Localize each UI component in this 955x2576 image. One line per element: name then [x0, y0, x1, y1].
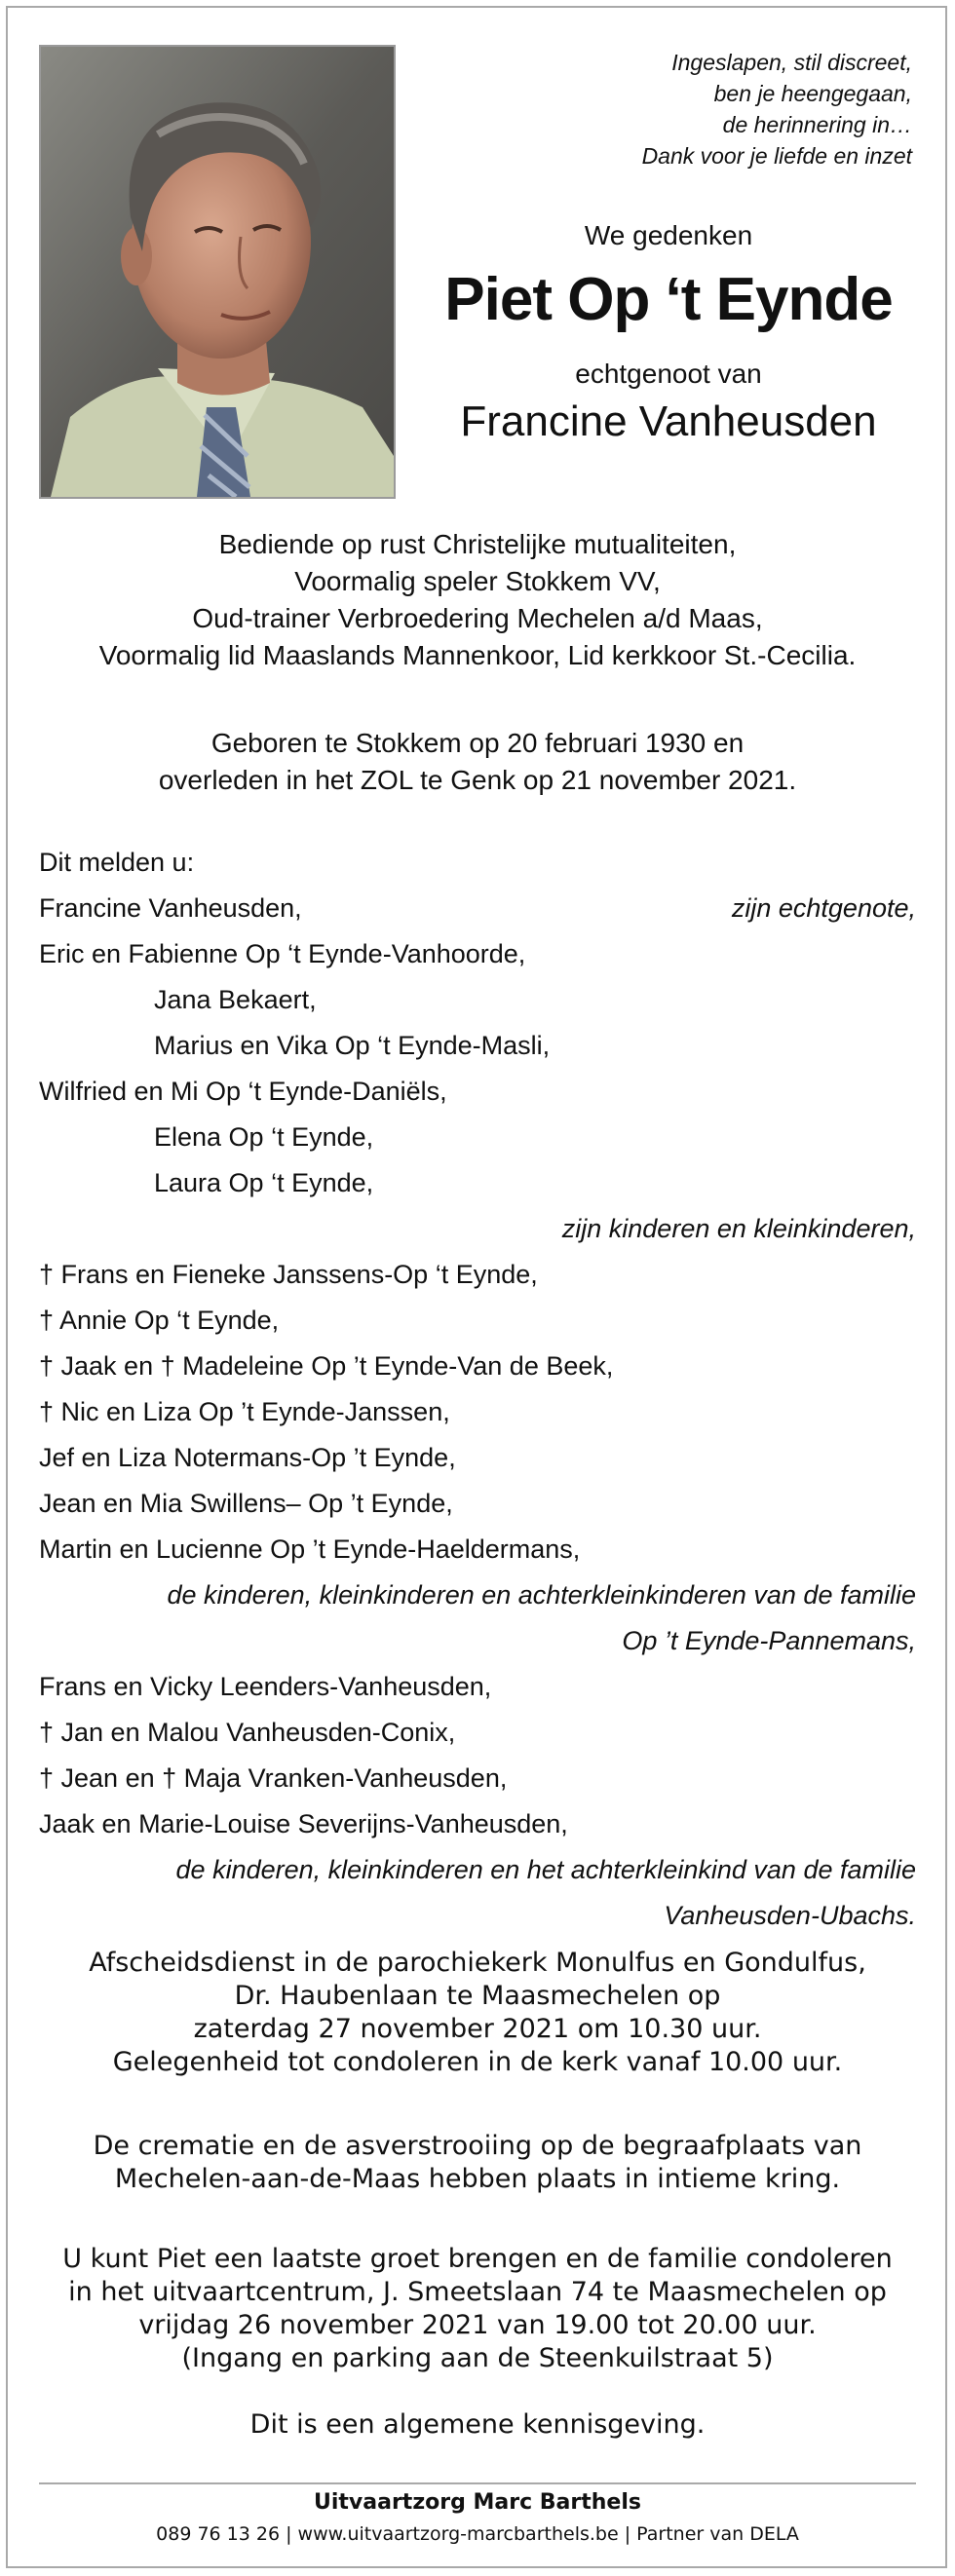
service-line: zaterdag 27 november 2021 om 10.30 uur.: [193, 2014, 762, 2044]
family-grandchild: Marius en Vika Op ‘t Eynde-Masli,: [154, 1031, 551, 1060]
family-sibling: † Jaak en † Madeleine Op ’t Eynde-Van de Beek,: [39, 1351, 614, 1381]
born-line: overleden in het ZOL te Genk op 21 november 2021.: [158, 765, 797, 795]
family-intro: Dit melden u:: [39, 848, 195, 877]
cremation-line: De crematie en de asverstrooiing op de begraafplaats van: [93, 2131, 862, 2161]
family-sibling: Martin en Lucienne Op ’t Eynde-Haeldermans,: [39, 1534, 581, 1564]
poem: [464, 47, 912, 171]
family-spouse-role: zijn echtgenote,: [731, 893, 916, 923]
poem-line: Dank voor je liefde en inzet: [641, 143, 912, 169]
family-sibling: † Frans en Fieneke Janssens-Op ‘t Eynde,: [39, 1260, 538, 1289]
poem-line: Ingeslapen, stil discreet,: [671, 50, 912, 75]
family-inlaws-role: Vanheusden-Ubachs.: [664, 1901, 916, 1930]
family-sibling: Jef en Liza Notermans-Op ’t Eynde,: [39, 1443, 456, 1472]
service-line: Gelegenheid tot condoleren in de kerk vanaf 10.00 uur.: [112, 2047, 843, 2077]
family-inlaws-role: de kinderen, kleinkinderen en het achterkleinkind van de familie: [175, 1855, 916, 1884]
family-inlaw: Jaak en Marie-Louise Severijns-Vanheusden,: [39, 1809, 568, 1838]
footer-divider: [39, 2482, 916, 2484]
visit-line: (Ingang en parking aan de Steenkuilstraat 5): [181, 2343, 774, 2373]
general-notice: Dit is een algemene kennisgeving.: [249, 2409, 706, 2440]
family-inlaw: † Jean en † Maja Vranken-Vanheusden,: [39, 1763, 508, 1793]
family-inlaw: Frans en Vicky Leenders-Vanheusden,: [39, 1672, 492, 1701]
cremation-info: [39, 2130, 916, 2196]
family-children-role: zijn kinderen en kleinkinderen,: [561, 1214, 916, 1243]
visit-line: in het uitvaartcentrum, J. Smeetslaan 74 te Maasmechelen op: [68, 2277, 887, 2307]
relation-text: echtgenoot van: [575, 359, 762, 389]
service-info: [39, 1947, 916, 2079]
family-child: Wilfried en Mi Op ‘t Eynde-Daniëls,: [39, 1077, 447, 1106]
service-line: Dr. Haubenlaan te Maasmechelen op: [234, 1981, 721, 2011]
family-siblings-role: Op ’t Eynde-Pannemans,: [622, 1626, 916, 1655]
deceased-name: Piet Op ‘t Eynde: [444, 266, 893, 333]
birth-death-text: [39, 725, 916, 799]
intro-text: We gedenken: [584, 220, 753, 250]
poem-line: de herinnering in…: [722, 112, 912, 137]
service-line: Afscheidsdienst in de parochiekerk Monulfus en Gondulfus,: [89, 1948, 866, 1978]
family-sibling: † Nic en Liza Op ’t Eynde-Janssen,: [39, 1397, 450, 1426]
visitation-info: [39, 2243, 916, 2375]
visit-line: vrijdag 26 november 2021 van 19.00 tot 20.00 uur.: [138, 2310, 817, 2340]
family-inlaw: † Jan en Malou Vanheusden-Conix,: [39, 1718, 456, 1747]
spouse-name: Francine Vanheusden: [460, 398, 877, 445]
family-row: [39, 886, 916, 931]
bio-line: Voormalig lid Maaslands Mannenkoor, Lid kerkkoor St.-Cecilia.: [98, 640, 857, 670]
funeral-home-contact[interactable]: 089 76 13 26 | www.uitvaartzorg-marcbarthels.be | Partner van DELA: [156, 2523, 799, 2545]
bio-line: Oud-trainer Verbroedering Mechelen a/d Maas,: [192, 603, 763, 633]
family-siblings-role: de kinderen, kleinkinderen en achterkleinkinderen van de familie: [167, 1580, 916, 1610]
born-line: Geboren te Stokkem op 20 februari 1930 en: [210, 728, 745, 758]
family-grandchild: Jana Bekaert,: [154, 985, 317, 1014]
biography: [39, 526, 916, 674]
funeral-home-name: Uitvaartzorg Marc Barthels: [314, 2490, 641, 2515]
family-spouse-name: Francine Vanheusden,: [39, 893, 302, 923]
family-child: Eric en Fabienne Op ‘t Eynde-Vanhoorde,: [39, 939, 526, 968]
family-list: [39, 840, 916, 1939]
bio-line: Voormalig speler Stokkem VV,: [294, 566, 661, 596]
bio-line: Bediende op rust Christelijke mutualiteiten,: [218, 529, 737, 559]
cremation-line: Mechelen-aan-de-Maas hebben plaats in intieme kring.: [114, 2164, 841, 2194]
portrait-photo: [39, 45, 396, 499]
family-sibling: † Annie Op ‘t Eynde,: [39, 1306, 280, 1335]
family-sibling: Jean en Mia Swillens– Op ’t Eynde,: [39, 1489, 453, 1518]
visit-line: U kunt Piet een laatste groet brengen en de familie condoleren: [62, 2244, 893, 2274]
family-grandchild: Laura Op ‘t Eynde,: [154, 1168, 374, 1197]
poem-line: ben je heengegaan,: [713, 81, 912, 106]
family-grandchild: Elena Op ‘t Eynde,: [154, 1122, 374, 1152]
